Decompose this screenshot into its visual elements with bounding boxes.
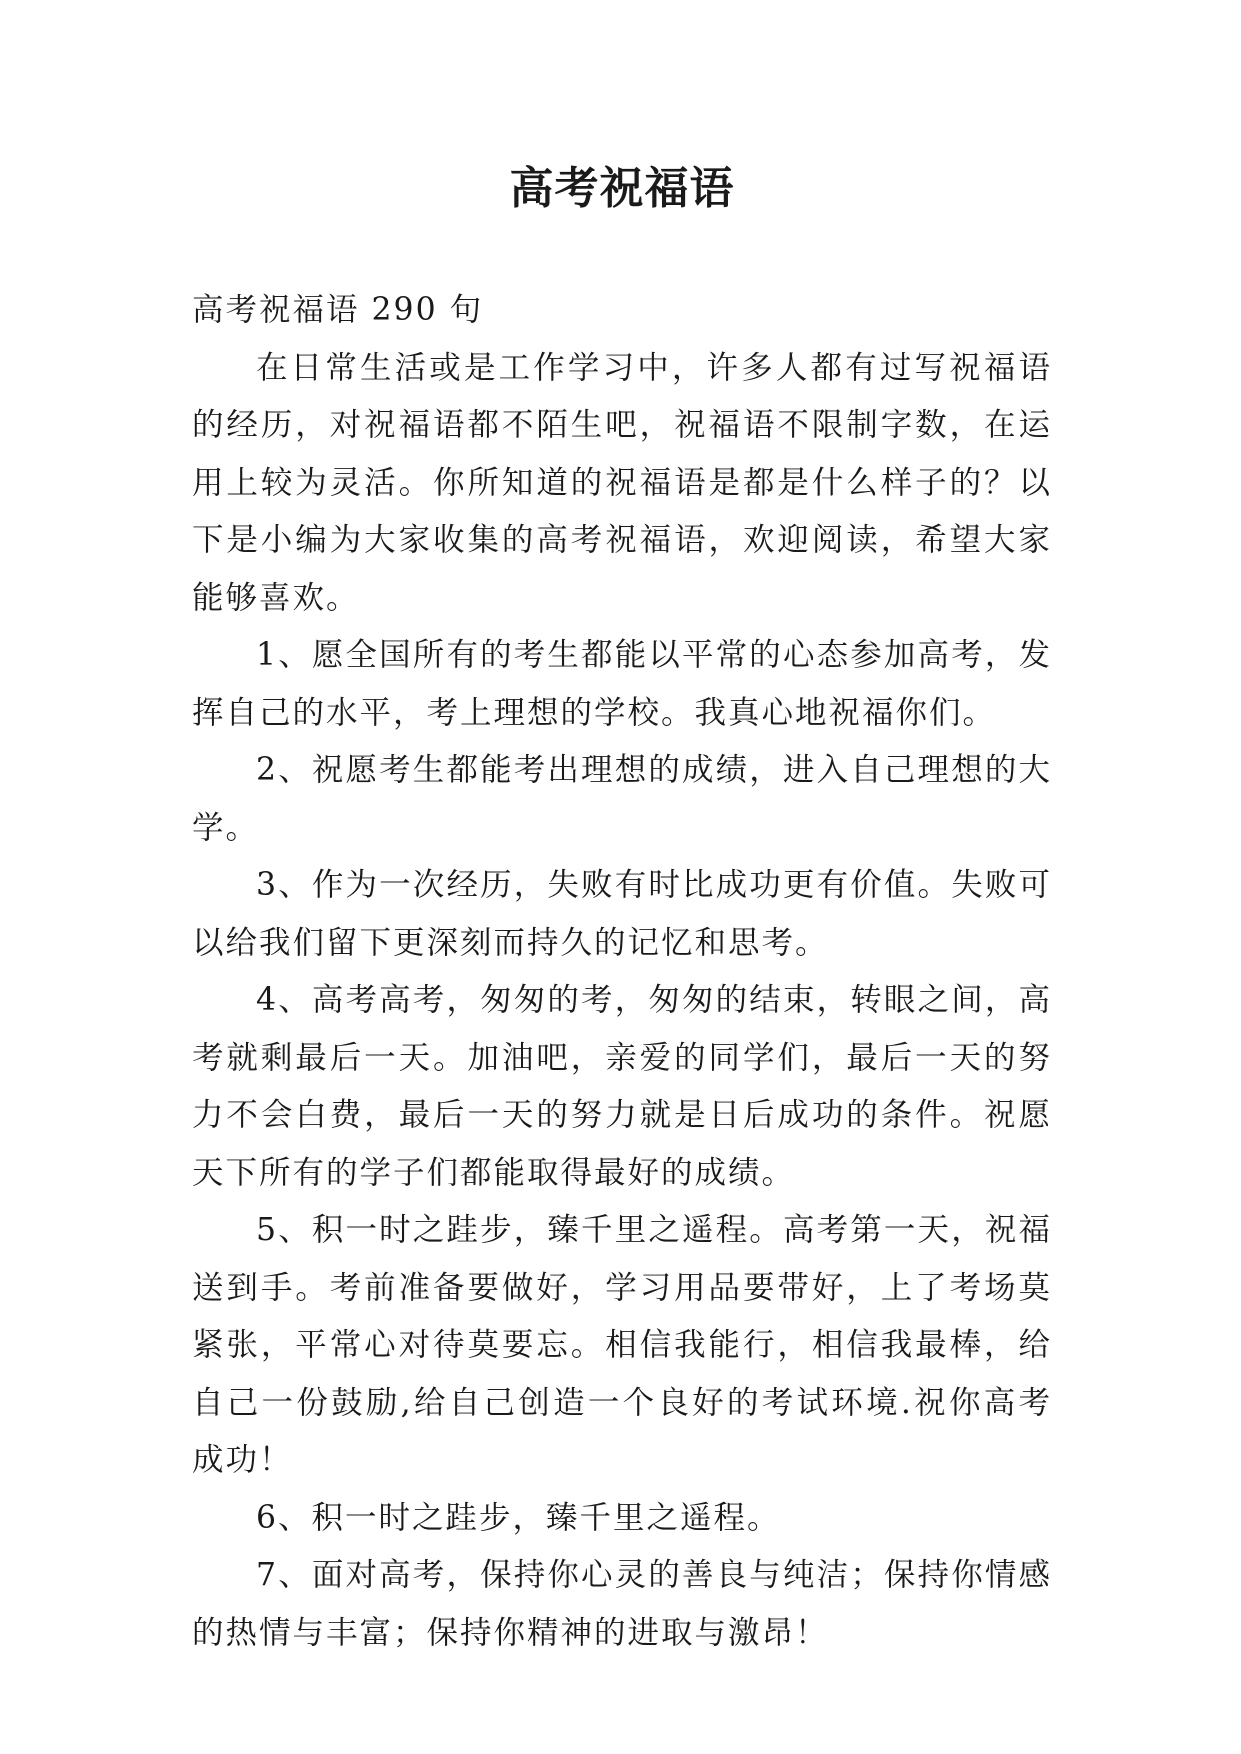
intro-paragraph: 在日常生活或是工作学习中，许多人都有过写祝福语的经历，对祝福语都不陌生吧，祝福语不限制字数，在运用上较为灵活。你所知道的祝福语是都是什么样子的？以下是小编为大家收集的高考祝福语，欢迎阅读，希望大家能够喜欢。 bbox=[192, 349, 1052, 616]
blessing-item-2: 2、祝愿考生都能考出理想的成绩，进入自己理想的大学。 bbox=[192, 752, 1052, 846]
blessing-item-1: 1、愿全国所有的考生都能以平常的心态参加高考，发挥自己的水平，考上理想的学校。我真心地祝福你们。 bbox=[192, 637, 1052, 731]
blessing-item-4: 4、高考高考，匆匆的考，匆匆的结束，转眼之间，高考就剩最后一天。加油吧，亲爱的同学们，最后一天的努力不会白费，最后一天的努力就是日后成功的条件。祝愿天下所有的学子们都能取得最好的成绩。 bbox=[192, 982, 1052, 1191]
blessing-item-7: 7、面对高考，保持你心灵的善良与纯洁；保持你情感的热情与丰富；保持你精神的进取与激昂！ bbox=[192, 1557, 1052, 1651]
blessing-item-3: 3、作为一次经历，失败有时比成功更有价值。失败可以给我们留下更深刻而持久的记忆和思考。 bbox=[192, 867, 1052, 961]
blessing-item-6: 6、积一时之跬步，臻千里之遥程。 bbox=[256, 1499, 781, 1536]
document-body bbox=[192, 282, 1052, 1662]
blessing-item-5: 5、积一时之跬步，臻千里之遥程。高考第一天，祝福送到手。考前准备要做好，学习用品要带好，上了考场莫紧张，平常心对待莫要忘。相信我能行，相信我最棒，给自己一份鼓励,给自己创造一个良好的考试环境.祝你高考成功！ bbox=[192, 1212, 1052, 1478]
document-subtitle: 高考祝福语 290 句 bbox=[192, 292, 484, 328]
document-title: 高考祝福语 bbox=[509, 163, 735, 214]
